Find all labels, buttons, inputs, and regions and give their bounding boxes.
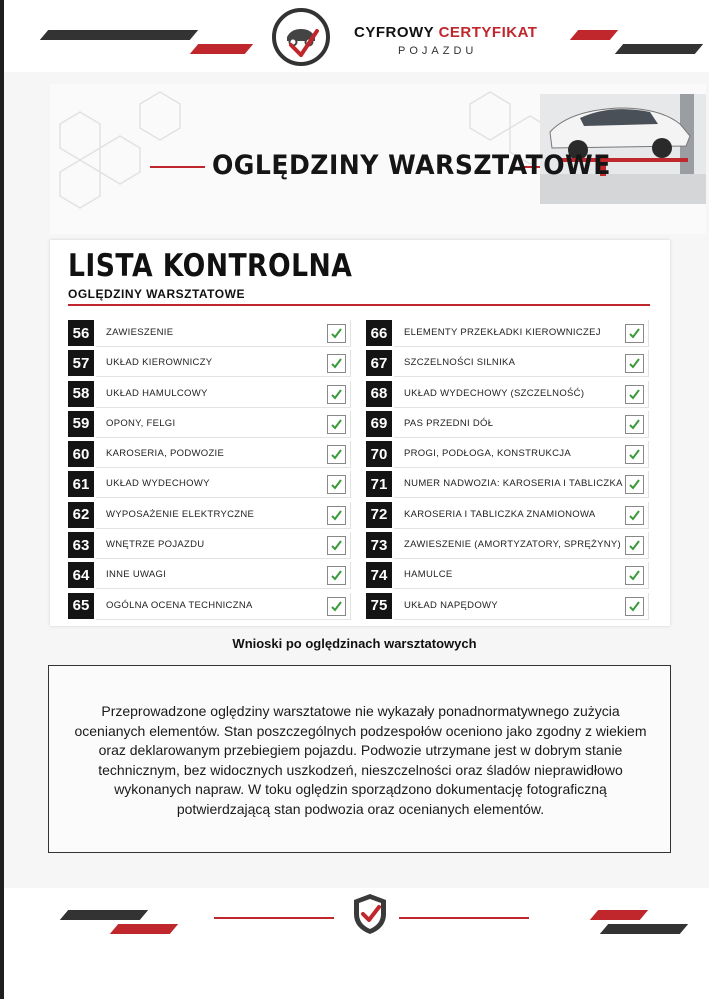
footer-stripe-dark-right — [600, 924, 688, 934]
footer-line-right — [399, 917, 529, 919]
checkmark-icon — [628, 569, 641, 582]
brand-subtitle: POJAZDU — [398, 45, 478, 57]
checklist-row — [366, 501, 650, 531]
item-field — [394, 532, 649, 559]
item-label: OGÓLNA OCENA TECHNICZNA — [106, 599, 253, 611]
item-field — [96, 441, 351, 468]
checkbox[interactable] — [327, 354, 346, 373]
item-label: ELEMENTY PRZEKŁADKI KIEROWNICZEJ — [404, 327, 601, 338]
item-field — [96, 350, 351, 377]
checklist-row — [366, 440, 650, 470]
item-field — [394, 381, 649, 408]
checkmark-icon — [628, 448, 641, 461]
item-number: 58 — [68, 381, 94, 407]
item-label: WYPOSAŻENIE ELEKTRYCZNE — [106, 508, 255, 520]
checklist-subtitle: OGLĘDZINY WARSZTATOWE — [68, 287, 245, 301]
conclusions-box — [48, 665, 671, 853]
checkbox[interactable] — [625, 597, 644, 616]
item-label: UKŁAD KIEROWNICZY — [106, 357, 213, 369]
item-field — [96, 562, 351, 589]
item-number: 75 — [366, 593, 392, 619]
checklist-card — [50, 240, 670, 626]
checkmark-icon — [330, 357, 343, 370]
item-field — [394, 411, 649, 438]
item-label: SZCZELNOŚCI SILNIKA — [404, 357, 516, 369]
item-field — [394, 320, 649, 347]
item-number: 57 — [68, 350, 94, 376]
item-number: 73 — [366, 532, 392, 558]
item-field — [394, 350, 649, 377]
checklist-column-left — [68, 319, 352, 622]
banner-title: OGLĘDZINY WARSZTATOWE — [212, 150, 611, 181]
item-label: PAS PRZEDNI DÓŁ — [404, 417, 494, 429]
item-number: 67 — [366, 350, 392, 376]
checklist-row — [366, 319, 650, 349]
header-stripe-dark-left — [40, 30, 198, 40]
checkmark-icon — [330, 418, 343, 431]
brand-name — [354, 24, 537, 41]
item-label: UKŁAD WYDECHOWY (SZCZELNOŚĆ) — [404, 387, 585, 399]
item-number: 60 — [68, 441, 94, 467]
checkbox[interactable] — [625, 445, 644, 464]
checkbox[interactable] — [625, 415, 644, 434]
checklist-row — [68, 592, 352, 622]
item-label: NUMER NADWOZIA: KAROSERIA I TABLICZKA — [404, 478, 623, 490]
checkmark-icon — [628, 478, 641, 491]
checkbox[interactable] — [327, 445, 346, 464]
item-label: ZAWIESZENIE (AMORTYZATORY, SPRĘŻYNY) — [404, 539, 622, 551]
checkbox[interactable] — [625, 324, 644, 343]
item-field — [394, 562, 649, 589]
checkbox[interactable] — [625, 475, 644, 494]
checkmark-icon — [628, 327, 641, 340]
checkbox[interactable] — [327, 597, 346, 616]
item-field — [394, 593, 649, 620]
checklist-row — [68, 501, 352, 531]
checklist-row — [68, 349, 352, 379]
item-label: UKŁAD NAPĘDOWY — [404, 599, 498, 611]
checklist-divider — [68, 304, 650, 306]
footer-stripe-dark-left — [60, 910, 148, 920]
item-number: 74 — [366, 562, 392, 588]
checkbox[interactable] — [625, 354, 644, 373]
brand-word-1: CYFROWY — [354, 24, 434, 41]
item-label: KAROSERIA, PODWOZIE — [106, 448, 225, 460]
item-label: KAROSERIA I TABLICZKA ZNAMIONOWA — [404, 508, 596, 520]
conclusions-text: Przeprowadzone oględziny warsztatowe nie wykazały ponadnormatywnego zużycia ocenianych elementów. Stan poszczególnych podzespołów oceniono jako zgodny z wiekiem oraz deklarowanym przebiegiem pojazdu. Podwozie utrzymane jest w dobrym stanie technicznym, bez widocznych uszkodzeń, nieszczelności oraz śladów nieprawidłowo wykonanych napraw. W toku oględzin sporządzono dokumentację fotograficzną potwierdzającą stan podwozia oraz ocenianych elementów. — [74, 703, 647, 817]
checklist-row — [366, 349, 650, 379]
item-label: PROGI, PODŁOGA, KONSTRUKCJA — [404, 448, 571, 460]
checklist-row — [68, 410, 352, 440]
item-field — [96, 471, 351, 498]
checkbox[interactable] — [327, 536, 346, 555]
item-number: 71 — [366, 471, 392, 497]
checkmark-icon — [628, 357, 641, 370]
checkbox[interactable] — [625, 536, 644, 555]
item-label: UKŁAD WYDECHOWY — [106, 478, 210, 490]
checkbox[interactable] — [327, 506, 346, 525]
item-number: 64 — [68, 562, 94, 588]
item-number: 69 — [366, 411, 392, 437]
checklist-row — [366, 531, 650, 561]
item-number: 62 — [68, 502, 94, 528]
checklist-row — [68, 470, 352, 500]
checkmark-icon — [628, 388, 641, 401]
item-number: 70 — [366, 441, 392, 467]
shield-check-icon — [352, 892, 388, 941]
item-number: 66 — [366, 320, 392, 346]
checkmark-icon — [330, 327, 343, 340]
checklist-row — [366, 380, 650, 410]
item-number: 72 — [366, 502, 392, 528]
checkmark-icon — [330, 600, 343, 613]
item-number: 59 — [68, 411, 94, 437]
checklist-row — [68, 561, 352, 591]
checkmark-icon — [628, 418, 641, 431]
footer-line-left — [214, 917, 334, 919]
checklist-row — [68, 319, 352, 349]
checkmark-icon — [330, 569, 343, 582]
item-number: 63 — [68, 532, 94, 558]
checkbox[interactable] — [327, 566, 346, 585]
checklist-row — [366, 470, 650, 500]
item-number: 56 — [68, 320, 94, 346]
checklist-column-right — [366, 319, 650, 622]
item-label: OPONY, FELGI — [106, 417, 176, 429]
item-field — [96, 381, 351, 408]
checkmark-icon — [330, 478, 343, 491]
checklist-title: LISTA KONTROLNA — [68, 248, 353, 284]
checklist-row — [366, 592, 650, 622]
checkbox[interactable] — [625, 506, 644, 525]
checkmark-icon — [628, 600, 641, 613]
item-field — [96, 502, 351, 529]
checkbox[interactable] — [327, 475, 346, 494]
checkbox[interactable] — [327, 415, 346, 434]
footer-stripe-red-right — [590, 910, 648, 920]
checklist-row — [366, 410, 650, 440]
checkmark-icon — [330, 509, 343, 522]
item-field — [96, 411, 351, 438]
header-stripe-red-left — [190, 44, 253, 54]
footer-stripe-red-left — [110, 924, 178, 934]
checkbox[interactable] — [327, 385, 346, 404]
conclusions-heading: Wnioski po oględzinach warsztatowych — [232, 636, 477, 651]
item-field — [96, 320, 351, 347]
checklist-row — [68, 531, 352, 561]
item-number: 65 — [68, 593, 94, 619]
item-label: UKŁAD HAMULCOWY — [106, 387, 208, 399]
car-lift-photo — [540, 94, 706, 204]
item-label: ZAWIESZENIE — [106, 327, 174, 338]
item-field — [394, 471, 649, 498]
item-number: 68 — [366, 381, 392, 407]
item-label: INNE UWAGI — [106, 569, 167, 581]
page-edge — [0, 0, 4, 999]
header-stripe-dark-right — [615, 44, 703, 54]
item-field — [96, 532, 351, 559]
checkmark-icon — [628, 539, 641, 552]
item-field — [96, 593, 351, 620]
checkbox[interactable] — [625, 566, 644, 585]
item-label: HAMULCE — [404, 569, 453, 581]
item-number: 61 — [68, 471, 94, 497]
checkbox[interactable] — [327, 324, 346, 343]
header-stripe-red-right — [570, 30, 618, 40]
checkmark-icon — [330, 448, 343, 461]
brand-word-2: CERTYFIKAT — [438, 24, 538, 41]
item-field — [394, 441, 649, 468]
banner-line-left — [150, 166, 205, 168]
checkmark-icon — [330, 388, 343, 401]
item-field — [394, 502, 649, 529]
checklist-row — [366, 561, 650, 591]
checklist-row — [68, 440, 352, 470]
checklist-row — [68, 380, 352, 410]
checkmark-icon — [330, 539, 343, 552]
checkbox[interactable] — [625, 385, 644, 404]
checkmark-icon — [628, 509, 641, 522]
item-label: WNĘTRZE POJAZDU — [106, 539, 205, 551]
car-check-logo-icon — [272, 8, 330, 66]
